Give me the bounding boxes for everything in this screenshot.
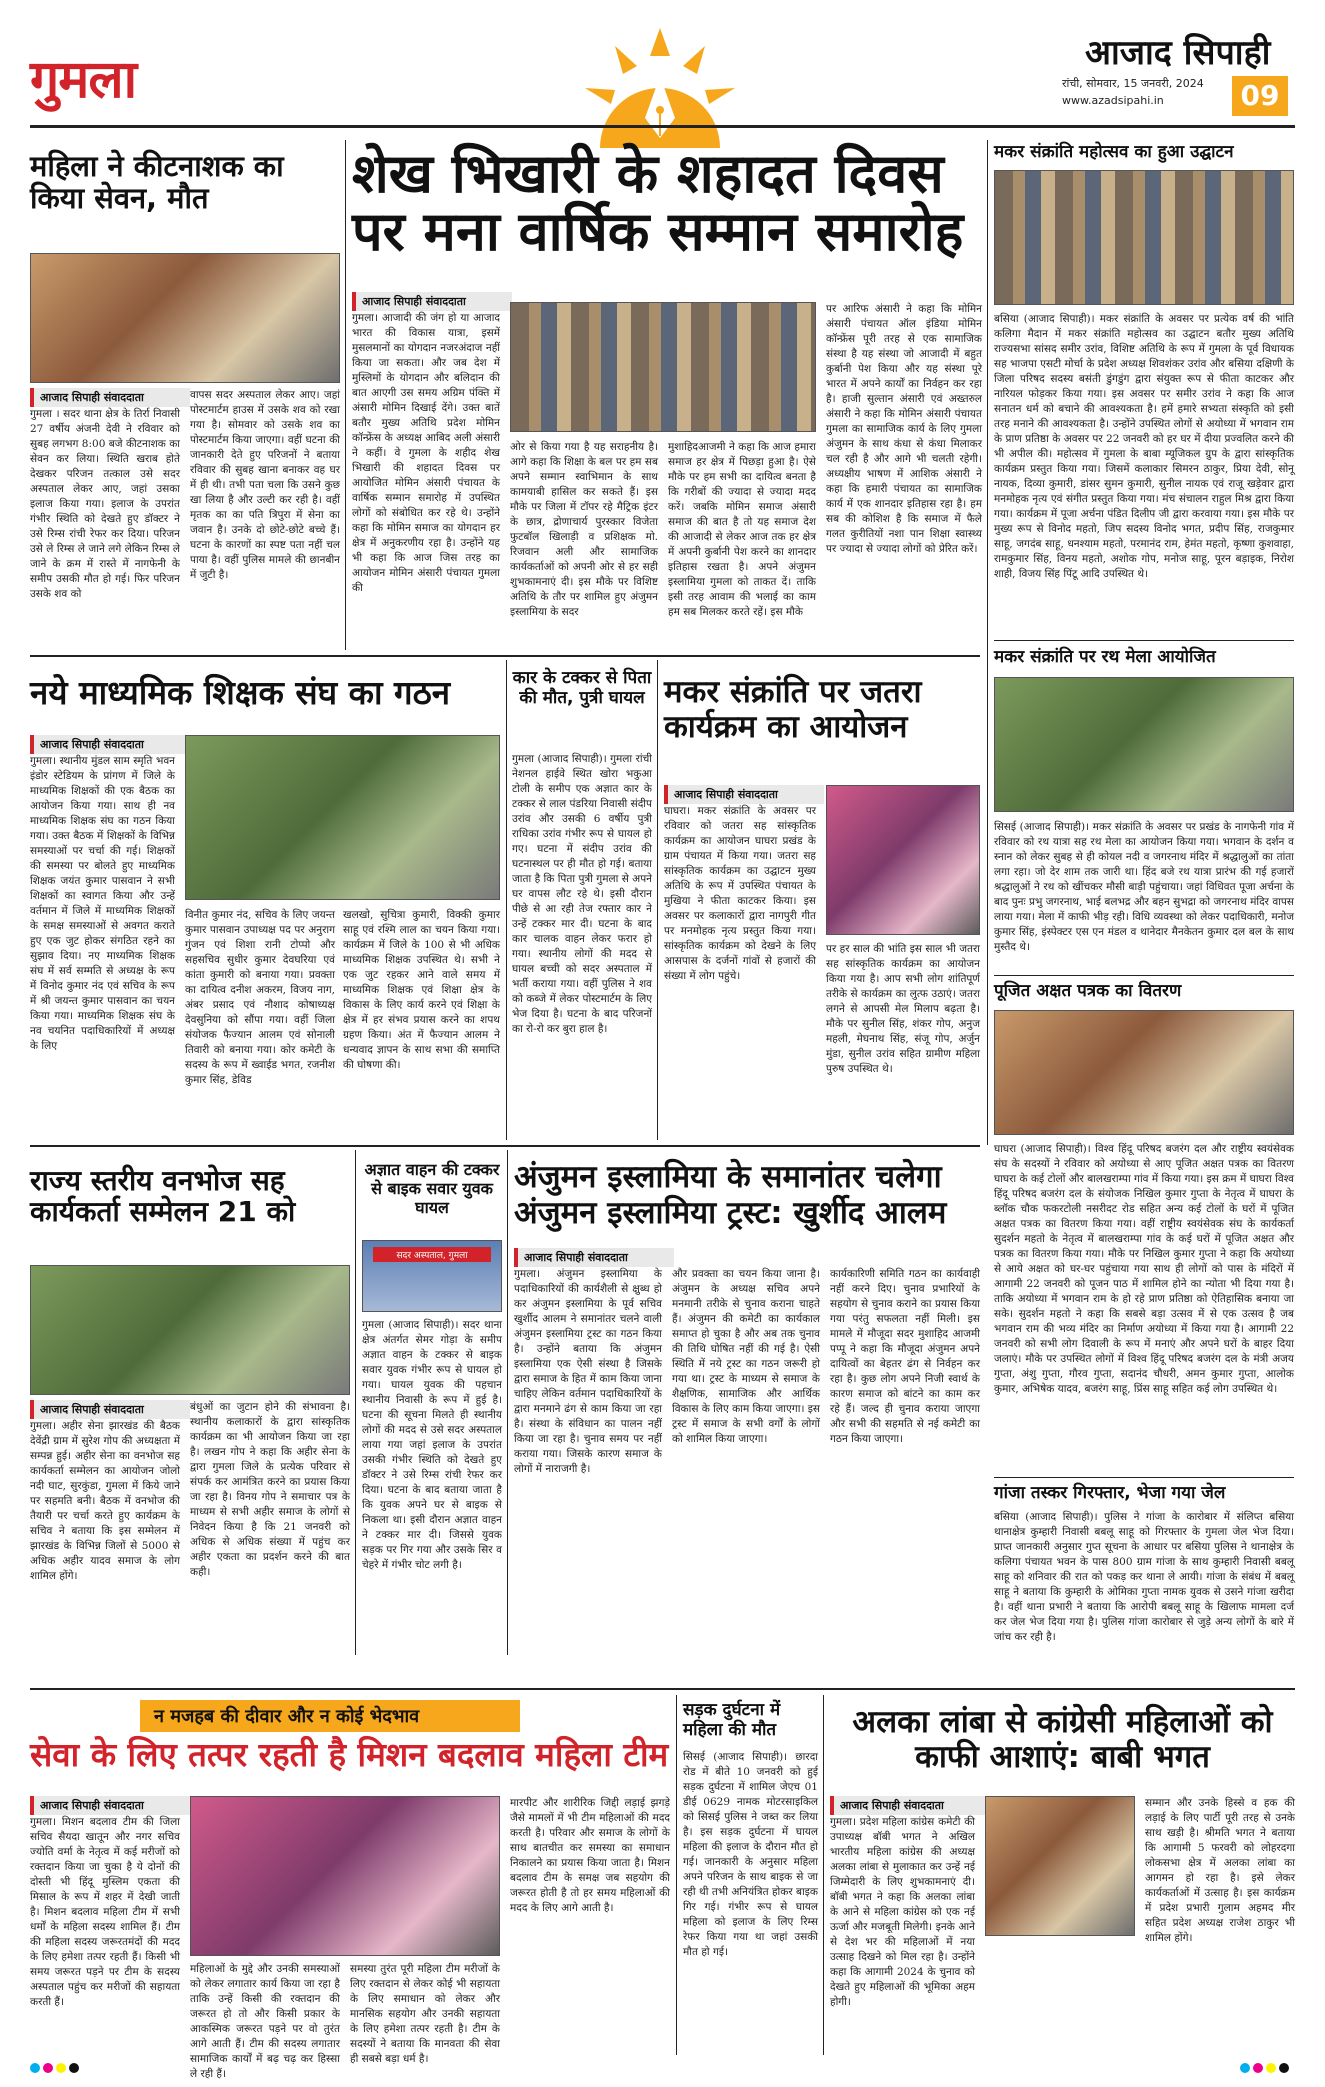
story-headline: कार के टक्कर से पिता की मौत, पुत्री घायल — [512, 668, 652, 709]
story-headline: अलका लांबा से कांग्रेसी महिलाओं को काफी आशाएं: बाबी भगत — [852, 1704, 1273, 1775]
story-body: गुमला। स्थानीय मुंडल साम स्मृति भवन इंडोर स्टेडियम के प्रांगण में जिले के माध्यमिक शिक्षकों की एक बैठक का आयोजन किया गया। साथ ही नव माध्यमिक शिक्षक संघ का गठन किया गया। उक्त बैठक में शिक्षकों के विभिन्न समस्याओं पर चर्चा की गई। शिक्षकों की समस्या पर बोलते हुए माध्यमिक शिक्षक जयंत कुमार पासवान ने सभी शिक्षकों का स्वागत किया और उन्हें वर्तमान में जिले में माध्यमिक शिक्षकों के समक्ष समस्याओं से अवगत कराते हुए एक जुट होकर संगठित रहने का सुझाव दिया। नए माध्यमिक शिक्षक संघ में सर्व सम्मति से अध्यक्ष के रूप में विनोद कुमार नंद एवं सचिव के रूप में श्री जयन्त कुमार पासवान का चयन किया गया। माध्यमिक शिक्षक संघ के नव चयनित पदाधिकारियों में अध्यक्ष के लिए — [30, 755, 175, 1052]
story-body: घाघरा। मकर संक्रांति के अवसर पर रविवार को जतरा सह सांस्कृतिक कार्यक्रम का आयोजन घाघरा प्रखंड के ग्राम पंचायत में किया गया। जतरा सह सांस्कृतिक कार्यक्रम का उद्घाटन मुख्य अतिथि के रूप में उपस्थित पंचायत के मुखिया ने फीता काटकर किया। इस अवसर पर कलाकारों द्वारा नागपुरी गीत पर मनमोहक नृत्य प्रस्तुत किया गया। सांस्कृतिक कार्यक्रम को देखने के लिए आसपास के दर्जनों गांवों से हजारों की संख्या में लोग पहुंचे। — [664, 805, 816, 982]
page-number: 09 — [1232, 76, 1288, 116]
story-body: गुमला (आजाद सिपाही)। सदर थाना क्षेत्र अंतर्गत सेमर गोड़ा के समीप अज्ञात वाहन के टक्कर से बाइक सवार युवक गंभीर रूप से घायल हो गया। घायल युवक की पहचान स्थानीय निवासी के रूप में हुई है। घटना की सूचना मिलते ही स्थानीय लोगों की मदद से उसे सदर अस्पताल लाया गया जहां इलाज के उपरांत उसकी गंभीर स्थिति को देखते हुए डॉक्टर ने उसे रिम्स रांची रेफर कर दिया। घटना के बाद बताया जाता है कि युवक अपने घर से बाइक से निकला था। इसी दौरान अज्ञात वाहन ने टक्कर मार दी। जिससे युवक सड़क पर गिर गया और उसके सिर व चेहरे में गंभीर चोट लगी है। — [362, 1319, 502, 1571]
story-body: मारपीट और शारीरिक जिद्दी लड़ाई झगड़े जैसे मामलों में भी टीम महिलाओं की मदद करती है। परिवार और समाज के लोगों के साथ बातचीत कर समस्या का समाधान निकालने का प्रयास किया जाता है। मिशन बदलाव टीम के समक्ष जब सहयोग की जरूरत होती है तो हर समय महिलाओं की मदद के लिए आगे आती है। — [510, 1797, 670, 1914]
story-headline: मकर संक्रांति महोत्सव का हुआ उद्घाटन — [994, 142, 1234, 162]
story-body: बंधुओं का जुटान होने की संभावना है। स्थानीय कलाकारों के द्वारा सांस्कृतिक कार्यक्रम का भी आयोजन किया जा रहा है। लखन गोप ने कहा कि अहीर सेना के द्वारा गुमला जिले के प्रत्येक परिवार से संपर्क कर आमंत्रित करने का प्रयास किया जा रहा है। विनय गोप ने समाचार पत्र के माध्यम से सभी अहीर समाज के लोगों से निवेदन किया है कि 21 जनवरी को अधिक से अधिक संख्या में पहुंच कर अहीर एकता का प्रदर्शन करने की बात कही। — [190, 1401, 350, 1578]
story-photo — [994, 677, 1294, 812]
story-body: घाघरा (आजाद सिपाही)। विश्व हिंदू परिषद बजरंग दल और राष्ट्रीय स्वयंसेवक संघ के सदस्यों ने रविवार को अयोध्या से आए पूजित अक्षत पत्रक का वितरण घाघरा के कई टोलों और बालखराम्पा गांव में किया गया। इस क्रम में घाघरा विश्व हिंदू परिषद बजरंग दल के संयोजक निखिल कुमार गुप्ता के नेतृत्व में घाघरा के ब्लॉक चौक फकरटोली नसरीदट रोड सहित अन्य कई टोलों के घरों में पूजित अक्षत पत्रक का वितरण किया गया। वहीं राष्ट्रीय स्वयंसेवक संघ के कार्यकर्ता सुदर्शन महतो के नेतृत्व में बालखराम्पा गांव के कई घरों में पूजित अक्षत और पत्रक का वितरण किया गया। मौके पर निखिल कुमार गुप्ता ने कहा कि अयोध्या से आये अक्षत को घर-घर पहुंचाया गया साथ ही लोगों को पास के मंदिरों में आगामी 22 जनवरी को पूजन पाठ में शामिल होने का न्योता भी दिया गया है। ताकि अयोध्या में भगवान राम के हो रहे प्राण प्रतिष्ठा को ऐतिहासिक बनाया जा सके। सुदर्शन महतो ने कहा कि सबसे बड़ा उत्सव में से एक उत्सव है जब भगवान राम की भव्य मंदिर का निर्माण अयोध्या में किया गया है। आगामी 22 जनवरी को सभी लोग दिवाली के रूप में मनाएं और अपने घरों के बाहर दिया जलाएं। मौके पर उपस्थित लोगों में विश्व हिंदू परिषद बजरंग दल के मंत्री अजय गुप्ता, अंशु गुप्ता, गौरव गुप्ता, सदानंद चौधरी, अमन कुमार गुप्ता, आलोक कुमार, अभिषेक यादव, बजरंग साहू, प्रिंस साहू सहित कई लोग उपस्थित थे। — [994, 1143, 1294, 1395]
lead-headline: शेख भिखारी के शहादत दिवस पर मना वार्षिक सम्मान समारोह — [352, 142, 964, 264]
story-body: समस्या तुरंत पूरी महिला टीम मरीजों के लिए रक्तदान से लेकर कोई भी सहायता के लिए समाधान को लेकर और मानसिक सहयोग और उनकी सहायता के लिए हमेशा तत्पर रहती है। टीम के सदस्यों ने बताया कि मानवता की सेवा ही सबसे बड़ा धर्म है। — [350, 1963, 500, 2065]
story-photo — [826, 785, 980, 935]
story-body: ओर से किया गया है यह सराहनीय है। आगे कहा कि शिक्षा के बल पर हम सब अपने सम्मान स्वाभिमान के साथ कामयाबी हासिल कर सकते हैं। इस मौके पर जिला में टॉपर रहे मैट्रिक इंटर के छात्र, द्रोणाचार्य पुरस्कार विजेता फुटबॉल खिलाड़ी व प्रशिक्षक मो. रिजवान अली और सामाजिक कार्यकर्ताओं को अपनी ओर से हर सही शुभकामनाएं दी। इस मौके पर विशिष्ट अतिथि के तौर पर शामिल हुए अंजुमन इस्लामिया के सदर — [510, 441, 658, 618]
story-body: पर हर साल की भांति इस साल भी जतरा सह सांस्कृतिक कार्यक्रम का आयोजन किया गया है। आप सभी लोग शांतिपूर्ण तरीके से कार्यक्रम का लुत्फ उठाएं। जतरा लगने से आपसी मेल मिलाप बढ़ता है। मौके पर सुनील सिंह, शंकर गोप, अनुज महली, मेघनाथ सिंह, संजू गोप, अर्जुन मुंडा, सुनील उरांव सहित ग्रामीण महिला पुरुष उपस्थित थे। — [826, 943, 980, 1075]
story-photo — [190, 1796, 500, 1956]
print-registration-marks — [30, 2058, 82, 2077]
story-headline: पूजित अक्षत पत्रक का वितरण — [994, 981, 1182, 1001]
story-headline: महिला ने कीटनाशक का किया सेवन, मौत — [30, 149, 284, 216]
story-body: गुमला। मिशन बदलाव टीम की जिला सचिव सैयदा खातून और नगर सचिव ज्योति वर्मा के नेतृत्व में कई मरीजों को रक्तदान किया जा चुका है ये दोनों की दोस्ती भी हिंदू मुस्लिम एकता की मिसाल के रूप में शहर में देखी जाती है। मिशन बदलाव महिला टीम में सभी धर्मों के महिला सदस्य शामिल हैं। टीम की महिला सदस्य जरूरतमंदों की मदद के लिए हमेशा तत्पर रहती हैं। किसी भी समय जरूरत पड़ने पर टीम के सदस्य अस्पताल पहुंच कर मरीजों की सहायता करती हैं। — [30, 1816, 180, 2008]
masthead-rule — [30, 125, 1295, 128]
story-headline: नये माध्यमिक शिक्षक संघ का गठन — [30, 673, 451, 712]
newspaper-name: आजाद सिपाही — [1085, 33, 1271, 73]
story-body: और प्रवक्ता का चयन किया जाना है। अंजुमन के अध्यक्ष सचिव अपने मनमानी तरीके से चुनाव कराना चाहते हैं। अंजुमन की कमेटी का कार्यकाल समाप्त हो चुका है और अब तक चुनाव की तिथि घोषित नहीं की गई है। ऐसी स्थिति में नये ट्रस्ट का गठन जरूरी हो गया था। ट्रस्ट के माध्यम से समाज के शैक्षणिक, सामाजिक और आर्थिक विकास के लिए काम किया जाएगा। इस ट्रस्ट में समाज के सभी वर्गों के लोगों को शामिल किया जाएगा। — [672, 1268, 821, 1445]
section-city-title: गुमला — [30, 50, 137, 110]
story-body: मुशाहिदआजमी ने कहा कि आज हमारा समाज हर क्षेत्र में पिछड़ा हुआ है। ऐसे मौके पर हम सभी का दायित्व बनता है कि गरीबों की ज्यादा से ज्यादा मदद करें। जबकि मोमिन समाज अंसारी समाज की बात है तो यह समाज देश की आजादी से लेकर आज तक हर क्षेत्र में अपनी कुर्बानी पेश करने का शानदार इतिहास रखता है। अपने अंजुमन इस्लामिया गुमला को ताकत दें। ताकि इसी तरह आवाम की भलाई का काम हम सब मिलकर करते रहें। इस मौके — [668, 441, 816, 618]
story-byline: आजाद सिपाही संवाददाता — [514, 1248, 674, 1267]
story-byline: आजाद सिपाही संवाददाता — [30, 735, 190, 754]
story-headline: राज्य स्तरीय वनभोज सह कार्यकर्ता सम्मेलन 21 को — [30, 1164, 296, 1229]
story-body: विनीत कुमार नंद, सचिव के लिए जयन्त कुमार पासवान उपाध्यक्ष पद पर अनुराग गुंजन एवं शिशा रानी टोप्पो और सहसचिव सुधीर कुमार देवघरिया एवं कांता कुमारी को बनाया गया। प्रवक्ता का दायित्व दनीश अकरम, विजय नाग, अंबर प्रसाद एवं नौशाद कोषाध्यक्ष देवसुनिया को सौंपा गया। वहीं जिला संयोजक फैज्यान आलम एवं सोनाली तिवारी को बनाया गया। कोर कमेटी के सदस्य के रूप में ख्वाईड भगत, रजनीश कुमार सिंह, डेविड — [185, 909, 335, 1086]
story-headline: अज्ञात वाहन की टक्कर से बाइक सवार युवक घायल — [364, 1160, 500, 1218]
pen-sun-logo-icon — [575, 28, 745, 148]
story-photo — [30, 253, 340, 383]
story-headline: मकर संक्रांति पर रथ मेला आयोजित — [994, 647, 1216, 667]
story-headline: सड़क दुर्घटना में महिला की मौत — [683, 1700, 781, 1741]
story-headline: मकर संक्रांति पर जतरा कार्यक्रम का आयोजन — [664, 674, 922, 745]
story-photo — [185, 735, 500, 900]
story-body: सम्मान और उनके हिस्से व हक की लड़ाई के लिए पार्टी पूरी तरह से उनके साथ खड़ी है। श्रीमति भगत ने बताया कि आगामी 5 फरवरी को लोहरदगा लोकसभा क्षेत्र में अलका लांबा का आगमन हो रहा है। इसे लेकर कार्यकर्ताओं में उत्साह है। इस कार्यक्रम में प्रदेश प्रभारी गुलाम अहमद मीर सहित प्रदेश अध्यक्ष राजेश ठाकुर भी शामिल होंगे। — [1145, 1797, 1295, 1944]
story-body: वापस सदर अस्पताल लेकर आए। जहां पोस्टमार्टम हाउस में उसके शव को रखा गया है। सोमवार को उसके शव का पोस्टमार्टम किया जाएगा। वहीं घटना की जानकारी देते हुए परिजनों ने बताया रविवार की सुबह खाना बनाकर वह घर में ही थी। तभी पता चला कि उसने कुछ खा लिया है और उल्टी कर रही है। वहीं मृतक का का पति त्रिपुरा में सेना का जवान है। उनके दो छोटे-छोटे बच्चे हैं। घटना के कारणों का स्पष्ट पता नहीं चल पाया है। वहीं पुलिस मामले की छानबीन में जुटी है। — [190, 389, 340, 581]
story-body: गुमला। अहीर सेना झारखंड की बैठक देवेंद्री ग्राम में सुरेश गोप की अध्यक्षता में सम्पन्न हुई। अहीर सेना का वनभोज सह कार्यकर्ता सम्मेलन का आयोजन जोलो नदी घाट, सुरकुंडा, गुमला में किये जाने पर सहमति बनी। बैठक में वनभोज की तैयारी पर चर्चा करते हुए कार्यक्रम के सचिव ने बताया कि इस सम्मेलन में झारखंड के विभिन्न जिलों से 5000 से अधिक अहीर यादव समाज के लोग शामिल होंगे। — [30, 1420, 180, 1582]
print-registration-marks — [1240, 2058, 1292, 2077]
story-photo — [985, 1796, 1135, 1936]
story-byline: आजाद सिपाही संवाददाता — [352, 292, 512, 311]
story-body: सिसई (आजाद सिपाही)। मकर संक्रांति के अवसर पर प्रखंड के नागफेनी गांव में रविवार को रथ यात्रा सह रथ मेला का आयोजन किया गया। भगवान के दर्शन व स्नान को लेकर सुबह से ही कोयल नदी व जगरनाथ मंदिर में श्रद्धालुओं का तांता लगा रहा। जो देर शाम तक जारी था। हिंद बजे रथ यात्रा प्रारंभ की गई हजारों श्रद्धालुओं ने रथ को खींचकर मौसी बाड़ी पहुंचाया। जहां विधिवत पूजा अर्चना के बाद पुनः प्रभु जगरनाथ, भाई बलभद्र और बहन सुभद्रा को जगरनाथ मंदिर वापस लाया गया। मेला में काफी भीड़ रही। विधि व्यवस्था को लेकर पदाधिकारी, मनोज कुमार सिंह, इंस्पेक्टर एस एन मंडल व थानेदार मैनकेतन कुमार दल बल के साथ मुस्तैद थे। — [994, 821, 1294, 953]
story-body: गुमला। आजादी की जंग हो या आजाद भारत की विकास यात्रा, इसमें मुसलमानों का योगदान नजरअंदाज नहीं किया जा सकता। और जब देश में मुस्लिमों के योगदान और बलिदान की बात आएगी उस समय अग्रिम पंक्ति में अंसारी मोमिन दिखाई देंगे। उक्त बातें बतौर मुख्य अतिथि प्रदेश मोमिन कॉन्फ्रेंस के अध्यक्ष आबिद अली अंसारी ने कहीं। वे गुमला के शहीद शेख भिखारी की शहादत दिवस पर आयोजित मोमिन अंसारी पंचायत के वार्षिक सम्मान समारोह में उपस्थित लोगों को संबोधित कर रहे थे। उन्होंने कहा कि मोमिन समाज का योगदान हर क्षेत्र में अनुकरणीय रहा है। उन्होंने यह भी कहा कि आज जिस तरह का आयोजन मोमिन अंसारी पंचायत गुमला की — [352, 312, 500, 594]
story-kicker: न मजहब की दीवार और न कोई भेदभाव — [140, 1700, 520, 1732]
story-byline: आजाद सिपाही संवाददाता — [30, 1400, 190, 1419]
story-body: गुमला। अंजुमन इस्लामिया के पदाधिकारियों की कार्यशैली से क्षुब्ध हो कर अंजुमन इस्लामिया के पूर्व सचिव खुर्शीद आलम ने समानांतर चलने वाली अंजुमन इस्लामिया ट्रस्ट का गठन किया है। उन्होंने बताया कि अंजुमन इस्लामिया एक ऐसी संस्था है जिसके द्वारा समाज के हित में काम किया जाना चाहिए लेकिन वर्तमान पदाधिकारियों के द्वारा मनमाने ढंग से काम किया जा रहा है। संस्था के संविधान का पालन नहीं किया जा रहा है। चुनाव समय पर नहीं कराया गया। जिसके कारण समाज के लोगों में नाराजगी है। — [514, 1268, 662, 1475]
story-body: सिसई (आजाद सिपाही)। छारदा रोड में बीते 10 जनवरी को हुई सड़क दुर्घटना में शामिल जेएच 01 डीई 0629 नामक मोटरसाइकिल को सिसई पुलिस ने जब्त कर लिया है। इस सड़क दुर्घटना में घायल महिला की इलाज के दौरान मौत हो गई। जानकारी के अनुसार महिला अपने परिजन के साथ बाइक से जा रही थी तभी अनियंत्रित होकर बाइक गिर गई। गंभीर रूप से घायल महिला को इलाज के लिए रिम्स रेफर किया गया था जहां उसकी मौत हो गई। — [683, 1751, 818, 1958]
story-body: गुमला। प्रदेश महिला कांग्रेस कमेटी की उपाध्यक्ष बॉबी भगत ने अखिल भारतीय महिला कांग्रेस की अध्यक्ष अलका लांबा से मुलाकात कर उन्हें नई जिम्मेदारी के लिए शुभकामनाएं दी। बॉबी भगत ने कहा कि अलका लांबा के आने से महिला कांग्रेस को एक नई ऊर्जा और मजबूती मिलेगी। इनके आने से देश भर की महिलाओं में नया उत्साह दिखने को मिल रहा है। उन्होंने कहा कि आगामी 2024 के चुनाव को देखते हुए महिलाओं की भूमिका अहम होगी। — [830, 1816, 975, 2008]
story-byline: आजाद सिपाही संवाददाता — [830, 1796, 990, 1815]
story-byline: आजाद सिपाही संवाददाता — [30, 1796, 190, 1815]
story-body: महिलाओं के मुद्दे और उनकी समस्याओं को लेकर लगातार कार्य किया जा रहा है ताकि उन्हें किसी की रक्तदान की जरूरत हो तो और किसी प्रकार के आकस्मिक जरूरत पड़ने पर वो तुरंत आगे आती हैं। टीम की सदस्य लगातार सामाजिक कार्यों में बढ़ चढ़ कर हिस्सा ले रही हैं। — [190, 1963, 340, 2080]
website-link[interactable]: www.azadsipahi.in — [1062, 94, 1164, 107]
story-photo — [510, 302, 816, 432]
issue-date: रांची, सोमवार, 15 जनवरी, 2024 — [1062, 77, 1204, 90]
story-body: बसिया (आजाद सिपाही)। पुलिस ने गांजा के कारोबार में संलिप्त बसिया थानाक्षेत्र कुम्हारी निवासी बबलू साहू को गिरफ्तार के गुमला जेल भेज दिया। प्राप्त जानकारी अनुसार गुप्त सूचना के आधार पर बसिया पुलिस ने थानाक्षेत्र के कलिगा पंचायत भवन के पास 800 ग्राम गांजा के साथ कुम्हारी निवासी बबलू साहू को शनिवार की रात को पकड़ कर थाना ले आयी। गांजा के संबंध में बबलू साहू ने बताया कि कुम्हारी के ओमिका गुप्ता नामक युवक से उसने गांजा खरीदा है। वहीं थाना प्रभारी ने बताया कि आरोपी बबलू साहू के खिलाफ मामला दर्ज कर जेल भेज दिया गया है। पुलिस गांजा कारोबार से जुड़े अन्य लोगों के बारे में जांच कर रही है। — [994, 1511, 1294, 1643]
story-byline: आजाद सिपाही संवाददाता — [30, 388, 190, 407]
story-body: बसिया (आजाद सिपाही)। मकर संक्रांति के अवसर पर प्रत्येक वर्ष की भांति कलिगा मैदान में मकर संक्रांति महोत्सव का उद्घाटन बतौर मुख्य अतिथि राज्यसभा सांसद समीर उरांव, विशिष्ट अतिथि के रूप में गुमला के पूर्व विधायक सह भाजपा एसटी मोर्चा के प्रदेश अध्यक्ष शिवशंकर उरांव और बसिया दक्षिणी के जिला परिषद सदस्य बसंती डुंगडुंग द्वारा संयुक्त रूप से फीता काटकर और नारियल फोड़कर किया गया। इस अवसर पर समीर उरांव ने कहा कि आज सनातन धर्म को बचाने की आवश्यकता है। हमें हमारे सभ्यता संस्कृति को इसी तरह मनाने की आवश्यकता है। उन्होंने उपस्थित लोगों से अयोध्या में भगवान राम के प्राण प्रतिष्ठा के अवसर पर 22 जनवरी को हर घर में दीया प्रज्वलित करने की भी अपील की। महोत्सव में गुमला के बाबा म्यूजिकल ग्रुप के द्वारा सांस्कृतिक कार्यक्रम प्रस्तुत किया गया। जिसमें कलाकार सिमरन ठाकुर, प्रिया देवी, सोनू नायक, दिव्या कुमारी, डांसर सुमन कुमारी, सुनील नायक एवं राजू खड़ेवार द्वारा मनमोहक नृत्य एवं संगीत प्रस्तुत किया गया। मंच संचालन राहुल मिश्र द्वारा किया गया। कार्यक्रम में पूजा अर्चना पंडित दिलीप जी द्वारा करवाया गया। इस मौके पर मुख्य रूप से विनोद महतो, जिप सदस्य विनोद भगत, प्रदीप सिंह, राजकुमार साहू, जगदंब साहू, धनश्याम महतो, परमानंद राम, हेमंत महतो, कृष्णा कुशवाहा, रामकुमार सिंह, विनय महतो, अशोक गोप, मनोज साहू, पूरन बड़ाइक, निरोश शाही, विजय सिंह पिंटू आदि उपस्थित थे। — [994, 313, 1294, 580]
story-headline: गांजा तस्कर गिरफ्तार, भेजा गया जेल — [994, 1483, 1226, 1503]
story-photo — [362, 1240, 502, 1312]
story-body: खलखो, सुचित्रा कुमारी, विक्की कुमार साहू एवं रश्मि लाल का चयन किया गया। कार्यक्रम में जिले के 100 से भी अधिक माध्यमिक शिक्षक उपस्थित थे। सभी ने एक जुट रहकर आने वाले समय में माध्यमिक शिक्षक एवं शिक्षा क्षेत्र के विकास के लिए कार्य करने एवं शिक्षा के क्षेत्र में हर संभव प्रयास करने का शपथ ग्रहण किया। अंत में फैज्यान आलम ने धन्यवाद ज्ञापन के साथ सभा की समाप्ति की घोषणा की। — [343, 909, 500, 1071]
story-photo — [994, 170, 1294, 305]
story-body: गुमला (आजाद सिपाही)। गुमला रांची नेशनल हाईवे स्थित खोरा भकुआ टोली के समीप एक अज्ञात कार के टक्कर से लाल पंडरिया निवासी संदीप उरांव और उसकी 6 वर्षीय पुत्री राधिका उरांव गंभीर रूप से घायल हो गए। घटना में संदीप उरांव की घटनास्थल पर ही मौत हो गई। बताया जाता है कि पिता पुत्री गुमला से अपने घर वापस लौट रहे थे। इसी दौरान पीछे से आ रही तेज रफ्तार कार ने उन्हें टक्कर मार दी। घटना के बाद कार चालक वाहन लेकर फरार हो गया। स्थानीय लोगों की मदद से घायल बच्ची को सदर अस्पताल में भर्ती कराया गया। वहीं पुलिस ने शव को कब्जे में लेकर पोस्टमार्टम के लिए भेज दिया है। घटना के बाद परिजनों का रो-रो कर बुरा हाल है। — [512, 753, 652, 1035]
story-photo — [30, 1265, 350, 1395]
story-headline: अंजुमन इस्लामिया के समानांतर चलेगा अंजुमन इस्लामिया ट्रस्ट: खुर्शीद आलम — [514, 1159, 947, 1231]
story-headline: सेवा के लिए तत्पर रहती है मिशन बदलाव महिला टीम — [30, 1735, 669, 1774]
story-byline: आजाद सिपाही संवाददाता — [664, 785, 824, 804]
story-body: गुमला । सदर थाना क्षेत्र के तिर्रा निवासी 27 वर्षीय अंजनी देवी ने रविवार को सुबह लगभग 8:00 बजे कीटनाशक का सेवन कर लिया। स्थिति खराब होते देखकर परिजन तत्काल उसे सदर अस्पताल लेकर आए, जहां उसका इलाज किया गया। इलाज के उपरांत गंभीर स्थिति को देखते हुए डॉक्टर ने उसे रिम्स रांची रेफर कर दिया। परिजन उसे ले रिम्स ले जाने लगे लेकिन रिम्स ले जाने के क्रम में रास्ते में नागफेनी के समीप उसकी मौत हो गई। फिर परिजन उसके शव को — [30, 408, 180, 600]
story-body: पर आरिफ अंसारी ने कहा कि मोमिन अंसारी पंचायत ऑल इंडिया मोमिन कॉन्फ्रेंस पूरी तरह से एक सामाजिक संस्था है यह संस्था जो आजादी में बहुत कुर्बानी पेश किया और यह संस्था पूरे भारत में अपने कार्यों का निर्वहन कर रहा है। हाजी सुल्तान अंसारी एवं अख्तरुल अंसारी ने कहा कि मोमिन अंसारी पंचायत गुमला का सामाजिक कार्य के लिए गुमला अंजुमन के साथ कंधा से कंधा मिलाकर चल रही है और आगे भी चलती रहेगी। अध्यक्षीय भाषण में आशिक अंसारी ने कहा कि हमारी पंचायत का सामाजिक कार्य में एक शानदार इतिहास रहा है। हम सब की कोशिश है कि समाज में फैले गलत कुरीतियों नशा पान शिक्षा स्वास्थ्य पर ज्यादा से ज्यादा लोगों को प्रेरित करें। — [826, 303, 982, 555]
story-body: कार्यकारिणी समिति गठन का कार्यवाही नहीं करने दिए। चुनाव प्रभारियों के सहयोग से चुनाव कराने का प्रयास किया गया परंतु सफलता नहीं मिली। इस मामले में मौजूदा सदर मुशाहिद आजमी पप्पू ने कहा कि मौजूदा अंजुमन अपने दायित्वों का बेहतर ढंग से निर्वहन कर रहा है। कुछ लोग अपने निजी स्वार्थ के कारण समाज को बांटने का काम कर रहे हैं। जल्द ही चुनाव कराया जाएगा और सभी की सहमति से नई कमेटी का गठन किया जाएगा। — [830, 1268, 980, 1445]
story-photo — [994, 1010, 1294, 1135]
photo-caption: सदर अस्पताल, गुमला — [373, 1247, 491, 1262]
